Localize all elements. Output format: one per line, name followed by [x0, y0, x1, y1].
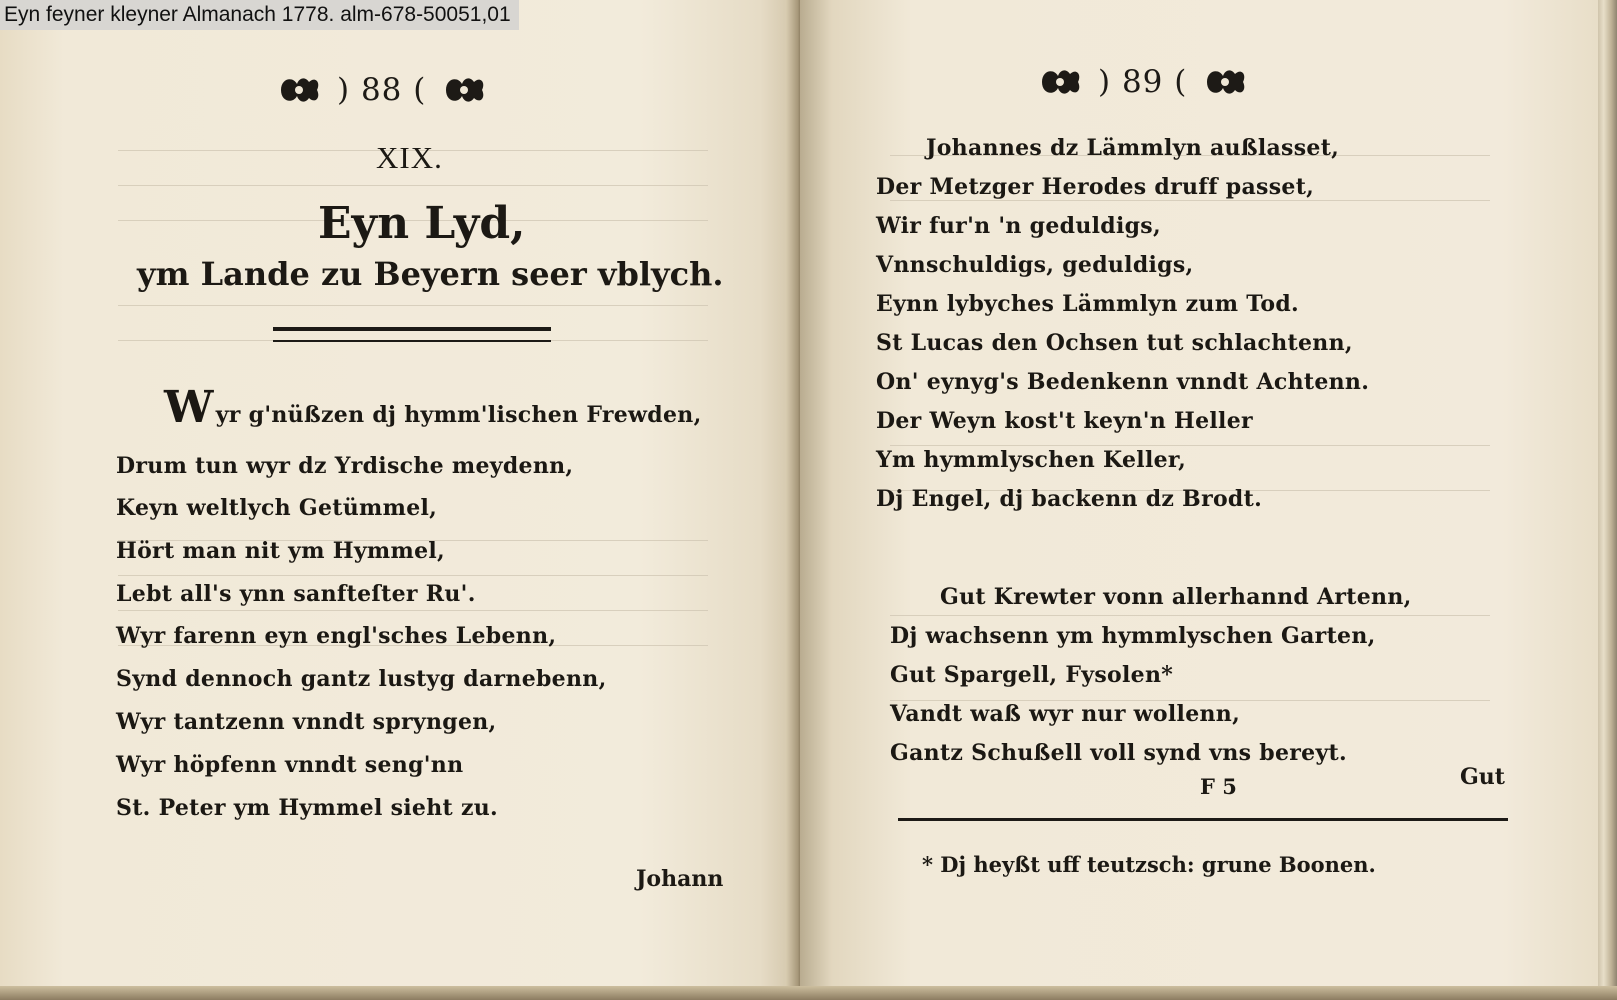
verse-line: Wyr farenn eyn engl'sches Lebenn,: [116, 623, 557, 649]
show-through-line: [890, 615, 1490, 616]
fleuron-ornament-icon: [275, 72, 323, 108]
left-page-header: [275, 72, 488, 108]
book-bottom-edge: [0, 986, 1617, 1000]
footnote-rule: [898, 818, 1508, 821]
show-through-line: [890, 445, 1490, 446]
fleuron-ornament-icon: [1036, 64, 1084, 100]
page-edges: [1598, 0, 1617, 1000]
show-through-line: [890, 200, 1490, 201]
verse-line: Lebt all's ynn sanfteſter Ru'.: [116, 581, 476, 607]
verse-line: Eynn lybyches Lämmlyn zum Tod.: [876, 291, 1300, 317]
left-page: [0, 0, 800, 1000]
show-through-line: [118, 185, 708, 186]
image-caption: Eyn feyner kleyner Almanach 1778. alm-678-50051,01: [0, 0, 519, 30]
signature-mark: F 5: [1200, 774, 1237, 799]
double-rule-divider: [273, 327, 551, 342]
verse-line: Dj wachsenn ym hymmlyschen Garten,: [890, 623, 1376, 649]
verse-line: Synd dennoch gantz lustyg darnebenn,: [116, 666, 607, 692]
verse-line: Gut Spargell, Fysolen*: [890, 662, 1174, 688]
right-page: [800, 0, 1598, 1000]
verse-line: Gut Krewter vonn allerhannd Artenn,: [940, 584, 1412, 610]
page-number: ) 89 (: [1098, 64, 1188, 100]
verse-line: On' eynyg's Bedenkenn vnndt Achtenn.: [876, 369, 1370, 395]
show-through-line: [118, 610, 708, 611]
fleuron-ornament-icon: [440, 72, 488, 108]
verse-line: Wyr höpfenn vnndt seng'nn: [116, 752, 464, 778]
verse-line: Vnnschuldigs, geduldigs,: [876, 252, 1194, 278]
verse-line: St. Peter ym Hymmel sieht zu.: [116, 795, 498, 821]
song-number: XIX.: [376, 140, 443, 175]
footnote: * Dj heyßt uff teutzsch: grune Boonen.: [922, 852, 1376, 877]
verse-line: Wir fur'n 'n geduldigs,: [876, 213, 1161, 239]
verse-line: Gantz Schußell voll synd vns bereyt.: [890, 740, 1347, 766]
verse-line: Hört man nit ym Hymmel,: [116, 538, 445, 564]
verse-line: Wyr tantzenn vnndt spryngen,: [116, 709, 497, 735]
verse-line: Keyn weltlych Getümmel,: [116, 495, 438, 521]
verse-line: Dj Engel, dj backenn dz Brodt.: [876, 486, 1263, 512]
verse-line: Der Weyn kost't keyn'n Heller: [876, 408, 1253, 434]
verse-line: Ym hymmlyschen Keller,: [876, 447, 1187, 473]
right-page-header: [1036, 64, 1249, 100]
song-title: Eyn Lyd,: [318, 198, 526, 249]
song-subtitle: ym Lande zu Beyern seer vblych.: [137, 255, 724, 293]
verse-line: Johannes dz Lämmlyn außlasset,: [926, 135, 1340, 161]
verse-line: St Lucas den Ochsen tut schlachtenn,: [876, 330, 1353, 356]
show-through-line: [118, 575, 708, 576]
catchword: Johann: [636, 866, 724, 892]
fleuron-ornament-icon: [1201, 64, 1249, 100]
verse-line: Vandt waß wyr nur wollenn,: [890, 701, 1241, 727]
drop-cap: W: [164, 382, 214, 433]
verse-line: Drum tun wyr dz Yrdische meydenn,: [116, 453, 574, 479]
verse-line: Der Metzger Herodes druff passet,: [876, 174, 1315, 200]
show-through-line: [118, 305, 708, 306]
catchword: Gut: [1460, 764, 1505, 790]
verse-line: Wyr g'nüßzen dj hymm'lischen Frewden,: [164, 382, 702, 433]
page-number: ) 88 (: [337, 72, 427, 108]
